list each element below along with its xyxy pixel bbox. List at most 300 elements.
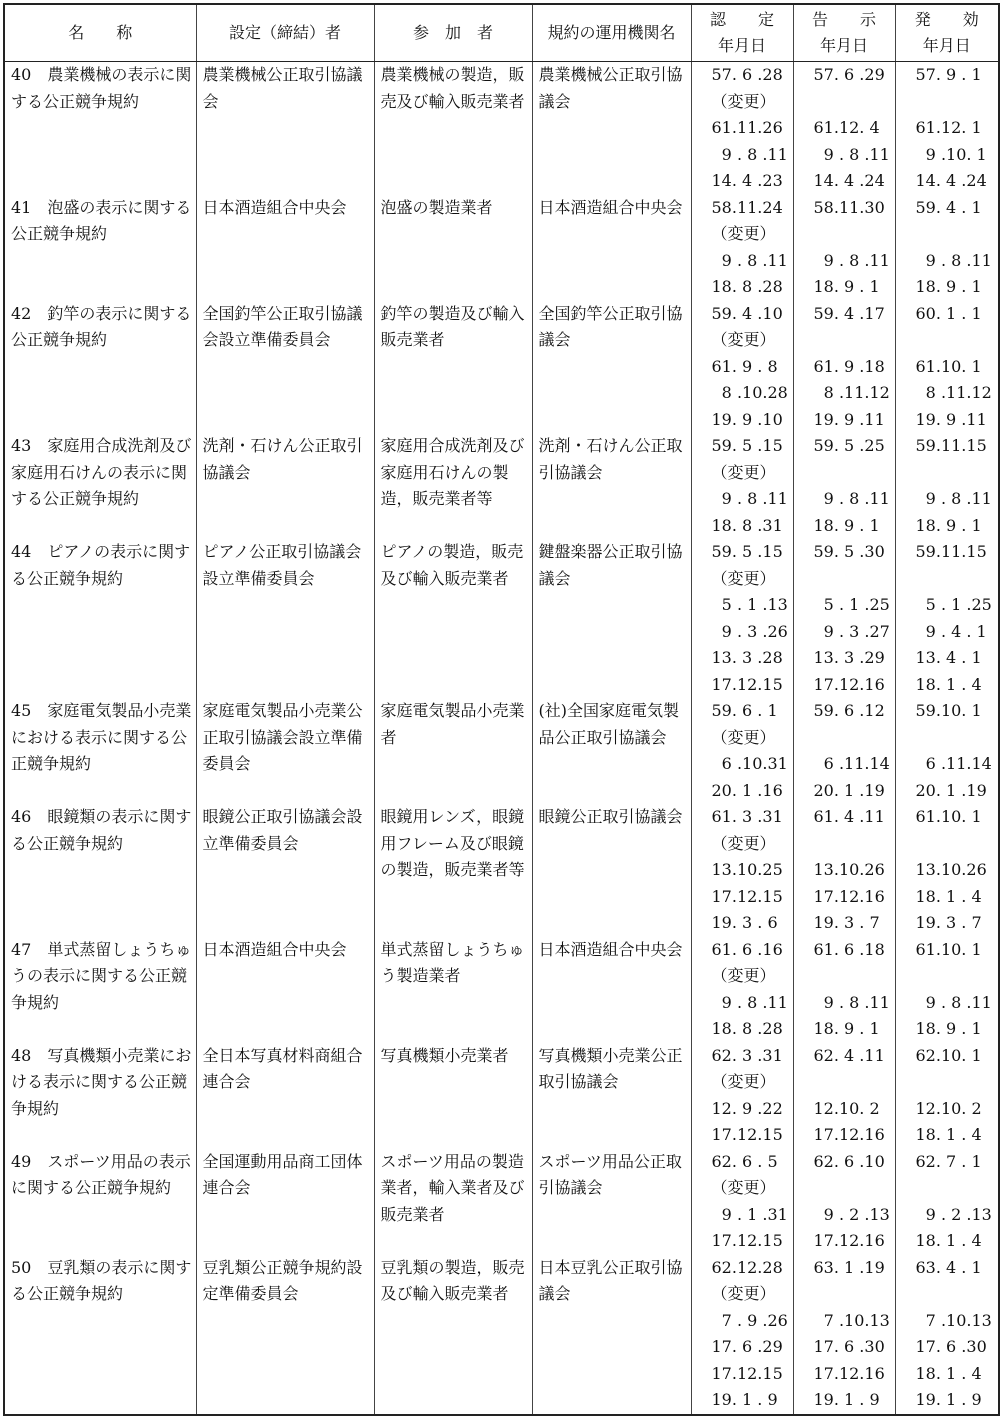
notified-date: 13. 3 .29 [813,648,885,667]
operator-text: 日本酒造組合中央会 [538,939,683,959]
notified-date: 18. 9 . 1 [813,1019,880,1038]
cell-approved-dates [691,937,793,1043]
effective-date: 5 . 1 .25 [915,595,992,614]
notified-date [794,566,895,593]
approved-date-list [692,698,793,804]
approved-date: 9 . 8 .11 [711,250,788,270]
cell-effective-dates [895,1043,999,1149]
cell-approved-dates [691,433,793,539]
effective-date: 59.10. 1 [915,701,982,720]
setter-text: 日本酒造組合中央会 [202,197,347,217]
notified-date-list [794,539,895,698]
effective-date: 59. 4 . 1 [915,197,982,217]
effective-date: 9 . 8 .11 [915,250,992,270]
approved-date-list [692,937,793,1043]
notified-date [794,1069,895,1096]
effective-date: 60. 1 . 1 [915,303,982,323]
cell-setter [196,433,374,539]
approved-date: 13. 3 .28 [711,648,783,667]
approved-date: 61. 9 . 8 [711,356,778,376]
notified-date: 59. 5 .30 [813,542,885,561]
cell-name [4,937,196,1043]
header-notified-line2: 年月日 [819,36,868,55]
notified-date: 17.12.16 [813,674,885,694]
effective-date: 18. 9 . 1 [915,515,982,535]
cell-operator [532,698,691,804]
notified-date: 63. 1 .19 [813,1257,885,1277]
table-row [4,1255,999,1415]
effective-date [896,460,999,487]
effective-date: 59.11.15 [915,542,987,561]
effective-date: 61.10. 1 [915,939,982,959]
notified-date: 18. 9 . 1 [813,277,880,296]
table-row [4,195,999,301]
notified-date: 17.12.16 [813,886,885,906]
notified-date-list [794,1255,895,1414]
notified-date: 8 .11.12 [813,383,890,402]
effective-date-list [896,698,999,804]
operator-text: 日本酒造組合中央会 [538,197,683,217]
notified-date: 58.11.30 [813,197,885,217]
approved-date: （変更） [711,568,776,588]
setter-text: 日本酒造組合中央会 [202,939,347,959]
cell-effective-dates [895,1149,999,1255]
table-row [4,804,999,937]
approved-date-list [692,433,793,539]
effective-date [896,1281,999,1308]
effective-date [896,89,999,116]
setter-text: 洗剤・石けん公正取引協議会 [202,436,363,482]
notified-date: 62. 4 .11 [813,1045,885,1065]
name-text: 42 釣竿の表示に関する公正競争規約 [11,303,192,349]
notified-date-list [794,1149,895,1255]
effective-date [896,725,999,752]
cell-notified-dates [793,539,895,698]
table-row [4,433,999,539]
operator-text: 全国釣竿公正取引協議会 [538,303,683,349]
cell-operator [532,433,691,539]
effective-date-list [896,301,999,434]
approved-date: 62. 3 .31 [711,1045,783,1065]
approved-date: 59. 4 .10 [711,303,783,323]
notified-date: 61. 9 .18 [813,356,885,376]
name-text: 43 家庭用合成洗剤及び家庭用石けんの表示に関する公正競争規約 [11,436,192,508]
cell-operator [532,1255,691,1415]
cell-approved-dates [691,195,793,301]
header-operator: 規約の運用機関名 [532,4,691,62]
cell-operator [532,539,691,698]
notified-date: 6 .11.14 [813,754,890,773]
approved-date-list [692,804,793,937]
approved-date: 59. 5 .15 [711,436,783,455]
cell-approved-dates [691,804,793,937]
effective-date [896,963,999,990]
effective-date: 62. 7 . 1 [915,1151,982,1171]
notified-date: 9 . 8 .11 [813,992,890,1012]
name-text: 45 家庭電気製品小売業における表示に関する公正競争規約 [11,701,192,773]
cell-effective-dates [895,1255,999,1415]
header-approved-line2: 年月日 [717,36,766,55]
effective-date: 14. 4 .24 [915,171,987,190]
cell-notified-dates [793,433,895,539]
effective-date: 9 . 8 .11 [915,489,992,508]
setter-text: 豆乳類公正競争規約設定準備委員会 [202,1257,363,1303]
notified-date: 18. 9 . 1 [813,515,880,535]
participants-text: 家庭電気製品小売業者 [380,701,525,747]
header-participants: 参 加 者 [374,4,532,62]
approved-date: 19. 3 . 6 [711,913,778,932]
cell-effective-dates [895,539,999,698]
cell-participants [374,937,532,1043]
cell-notified-dates [793,195,895,301]
cell-operator [532,62,691,195]
cell-notified-dates [793,1043,895,1149]
header-notified-line1: 告 示 [811,10,884,29]
effective-date: 18. 1 . 4 [915,674,982,694]
approved-date: 19. 1 . 9 [711,1390,778,1409]
name-text: 50 豆乳類の表示に関する公正競争規約 [11,1257,192,1303]
cell-participants [374,433,532,539]
effective-date: 18. 1 . 4 [915,1125,982,1144]
table-row [4,1149,999,1255]
setter-text: 眼鏡公正取引協議会設立準備委員会 [202,807,363,853]
approved-date: 17.12.15 [711,1363,783,1383]
notified-date: 9 . 8 .11 [813,250,890,270]
approved-date: 18. 8 .28 [711,277,783,296]
notified-date: 9 . 8 .11 [813,489,890,508]
cell-effective-dates [895,301,999,434]
cell-setter [196,937,374,1043]
cell-setter [196,804,374,937]
notified-date: 17.12.16 [813,1363,885,1383]
cell-setter [196,195,374,301]
effective-date: 18. 1 . 4 [915,886,982,906]
notified-date: 19. 3 . 7 [813,913,880,932]
cell-setter [196,1043,374,1149]
approved-date: 5 . 1 .13 [711,595,788,614]
approved-date: 6 .10.31 [711,754,788,773]
effective-date-list [896,433,999,539]
cell-setter [196,301,374,434]
notified-date: 14. 4 .24 [813,171,885,190]
effective-date [896,221,999,248]
operator-text: 鍵盤楽器公正取引協議会 [538,542,683,588]
setter-text: 家庭電気製品小売業公正取引協議会設立準備委員会 [202,701,363,773]
cell-name [4,1043,196,1149]
effective-date [896,327,999,354]
cell-approved-dates [691,539,793,698]
participants-text: 農業機械の製造，販売及び輸入販売業者 [380,65,525,111]
approved-date: 57. 6 .28 [711,65,783,84]
notified-date [794,460,895,487]
participants-text: 写真機類小売業者 [380,1045,509,1065]
table-row [4,62,999,195]
notified-date-list [794,937,895,1043]
approved-date: （変更） [711,966,776,985]
notified-date-list [794,195,895,301]
cell-name [4,539,196,698]
effective-date: 13.10.26 [915,860,987,879]
header-name: 名 称 [4,4,196,62]
notified-date: 7 .10.13 [813,1310,890,1330]
effective-date [896,1175,999,1202]
table-row [4,1043,999,1149]
notified-date: 13.10.26 [813,860,885,879]
notified-date: 59. 6 .12 [813,701,885,720]
notified-date [794,89,895,116]
approved-date: 14. 4 .23 [711,171,783,190]
notified-date: 9 . 2 .13 [813,1204,890,1224]
cell-approved-dates [691,1255,793,1415]
cell-operator [532,937,691,1043]
name-text: 49 スポーツ用品の表示に関する公正競争規約 [11,1151,191,1197]
approved-date: 18. 8 .31 [711,515,783,535]
approved-date: 9 . 8 .11 [711,992,788,1012]
operator-text: 写真機類小売業公正取引協議会 [538,1045,683,1091]
header-setter: 設定（締結）者 [196,4,374,62]
approved-date-list [692,195,793,301]
operator-text: スポーツ用品公正取引協議会 [538,1151,682,1197]
cell-operator [532,1043,691,1149]
cell-name [4,62,196,195]
cell-participants [374,301,532,434]
notified-date: 9 . 3 .27 [813,621,890,641]
cell-notified-dates [793,937,895,1043]
effective-date: 62.10. 1 [915,1045,982,1065]
cell-effective-dates [895,698,999,804]
cell-name [4,195,196,301]
setter-text: 全国運動用品商工団体連合会 [202,1151,363,1197]
notified-date [794,725,895,752]
effective-date: 9 . 2 .13 [915,1204,992,1224]
approved-date: （変更） [711,833,776,853]
approved-date: 59. 5 .15 [711,542,783,561]
operator-text: 洗剤・石けん公正取引協議会 [538,436,683,482]
approved-date-list [692,62,793,195]
cell-effective-dates [895,433,999,539]
name-text: 48 写真機類小売業における表示に関する公正競争規約 [11,1045,192,1118]
approved-date: 7 . 9 .26 [711,1310,788,1330]
approved-date: 17. 6 .29 [711,1337,783,1356]
notified-date-list [794,804,895,937]
approved-date: 17.12.15 [711,674,783,694]
setter-text: 全日本写真材料商組合連合会 [202,1045,363,1091]
approved-date: 18. 8 .28 [711,1019,783,1038]
approved-date: 62.12.28 [711,1257,783,1277]
cell-notified-dates [793,1255,895,1415]
effective-date: 18. 1 . 4 [915,1231,982,1250]
effective-date: 18. 9 . 1 [915,277,982,296]
effective-date: 61.10. 1 [915,356,982,376]
approved-date: （変更） [711,224,776,243]
effective-date-list [896,1255,999,1414]
effective-date: 7 .10.13 [915,1310,992,1330]
cell-approved-dates [691,301,793,434]
cell-notified-dates [793,1149,895,1255]
approved-date-list [692,539,793,698]
effective-date: 19. 3 . 7 [915,913,982,932]
notified-date [794,1281,895,1308]
cell-name [4,433,196,539]
approved-date: （変更） [711,1284,776,1303]
header-approved-line1: 認 定 [709,10,782,29]
notified-date: 19. 9 .11 [813,409,885,429]
header-effective [895,4,999,62]
name-text: 40 農業機械の表示に関する公正競争規約 [11,65,192,111]
approved-date: 17.12.15 [711,886,783,906]
effective-date: 13. 4 . 1 [915,648,982,667]
participants-text: スポーツ用品の製造業者，輸入業者及び販売業者 [380,1151,525,1224]
cell-notified-dates [793,698,895,804]
effective-date: 17. 6 .30 [915,1337,987,1356]
cell-participants [374,698,532,804]
notified-date: 12.10. 2 [813,1098,880,1118]
name-text: 41 泡盛の表示に関する公正競争規約 [11,197,192,243]
table-row [4,698,999,804]
notified-date: 19. 1 . 9 [813,1390,880,1409]
approved-date: 59. 6 . 1 [711,701,778,720]
participants-text: 泡盛の製造業者 [380,197,493,217]
notified-date: 20. 1 .19 [813,780,885,800]
cell-participants [374,539,532,698]
name-text: 46 眼鏡類の表示に関する公正競争規約 [11,807,192,853]
cell-name [4,1149,196,1255]
cell-operator [532,301,691,434]
notified-date: 62. 6 .10 [813,1151,885,1171]
participants-text: ピアノの製造，販売及び輸入販売業者 [380,542,524,588]
notified-date-list [794,698,895,804]
name-text: 47 単式蒸留しょうちゅうの表示に関する公正競争規約 [11,939,192,1012]
notified-date [794,327,895,354]
approved-date-list [692,1149,793,1255]
effective-date: 19. 1 . 9 [915,1390,982,1409]
participants-text: 単式蒸留しょうちゅう製造業者 [380,939,525,985]
approved-date-list [692,1255,793,1414]
cell-effective-dates [895,195,999,301]
header-effective-line2: 年月日 [922,36,971,55]
effective-date: 19. 9 .11 [915,409,987,429]
approved-date: 61. 6 .16 [711,939,783,959]
notified-date: 17. 6 .30 [813,1337,885,1356]
notified-date: 9 . 8 .11 [813,144,890,164]
cell-participants [374,1149,532,1255]
cell-operator [532,1149,691,1255]
effective-date: 61.10. 1 [915,807,982,826]
notified-date: 57. 6 .29 [813,65,885,84]
notified-date: 61. 6 .18 [813,939,885,959]
cell-name [4,698,196,804]
table-row [4,937,999,1043]
cell-operator [532,804,691,937]
setter-text: 農業機械公正取引協議会 [202,65,363,111]
participants-text: 眼鏡用レンズ，眼鏡用フレーム及び眼鏡の製造，販売業者等 [380,807,525,879]
cell-name [4,301,196,434]
effective-date: 9 . 4 . 1 [915,621,987,641]
operator-text: 農業機械公正取引協議会 [538,65,683,111]
effective-date-list [896,539,999,698]
header-effective-line1: 発 効 [914,10,987,29]
approved-date-list [692,301,793,434]
approved-date: 17.12.15 [711,1231,783,1250]
effective-date: 6 .11.14 [915,754,992,773]
participants-text: 豆乳類の製造，販売及び輸入販売業者 [380,1257,525,1303]
participants-text: 家庭用合成洗剤及び家庭用石けんの製造，販売業者等 [380,436,525,508]
name-text: 44 ピアノの表示に関する公正競争規約 [11,542,191,588]
notified-date: 61.12. 4 [813,118,880,137]
table-row [4,539,999,698]
cell-operator [532,195,691,301]
effective-date-list [896,937,999,1043]
table-header [4,4,999,62]
effective-date: 18. 1 . 4 [915,1363,982,1383]
effective-date: 20. 1 .19 [915,780,987,800]
cell-setter [196,539,374,698]
approved-date: 12. 9 .22 [711,1098,783,1118]
cell-participants [374,804,532,937]
approved-date-list [692,1043,793,1149]
notified-date: 61. 4 .11 [813,807,885,826]
cell-effective-dates [895,804,999,937]
cell-participants [374,195,532,301]
notified-date: 59. 4 .17 [813,303,885,323]
approved-date: （変更） [711,330,776,349]
approved-date: 9 . 1 .31 [711,1204,788,1224]
notified-date-list [794,62,895,195]
notified-date-list [794,301,895,434]
effective-date-list [896,1149,999,1255]
cell-participants [374,1043,532,1149]
cell-setter [196,1255,374,1415]
notified-date [794,1175,895,1202]
cell-participants [374,62,532,195]
cell-approved-dates [691,62,793,195]
effective-date [896,831,999,858]
approved-date: 9 . 8 .11 [711,144,788,164]
effective-date: 18. 9 . 1 [915,1019,982,1038]
effective-date: 59.11.15 [915,436,987,455]
approved-date: 61. 3 .31 [711,807,783,826]
setter-text: 全国釣竿公正取引協議会設立準備委員会 [202,303,363,349]
header-approved [691,4,793,62]
effective-date: 63. 4 . 1 [915,1257,982,1277]
effective-date: 9 .10. 1 [915,144,987,164]
cell-notified-dates [793,301,895,434]
operator-text: 日本豆乳公正取引協議会 [538,1257,683,1303]
approved-date: （変更） [711,727,776,747]
cell-approved-dates [691,1043,793,1149]
effective-date: 12.10. 2 [915,1098,982,1118]
notified-date [794,963,895,990]
cell-effective-dates [895,937,999,1043]
approved-date: 9 . 8 .11 [711,489,788,508]
approved-date: 9 . 3 .26 [711,621,788,641]
participants-text: 釣竿の製造及び輸入販売業者 [380,303,525,349]
approved-date: （変更） [711,91,776,111]
cell-name [4,804,196,937]
notified-date: 59. 5 .25 [813,436,885,455]
notified-date-list [794,1043,895,1149]
effective-date: 8 .11.12 [915,383,992,402]
approved-date: 58.11.24 [711,197,783,217]
notified-date: 17.12.16 [813,1231,885,1250]
effective-date: 61.12. 1 [915,118,982,137]
approved-date: （変更） [711,1072,776,1091]
effective-date-list [896,804,999,937]
approved-date: 20. 1 .16 [711,780,783,800]
effective-date [896,566,999,593]
approved-date: （変更） [711,462,776,482]
cell-approved-dates [691,1149,793,1255]
